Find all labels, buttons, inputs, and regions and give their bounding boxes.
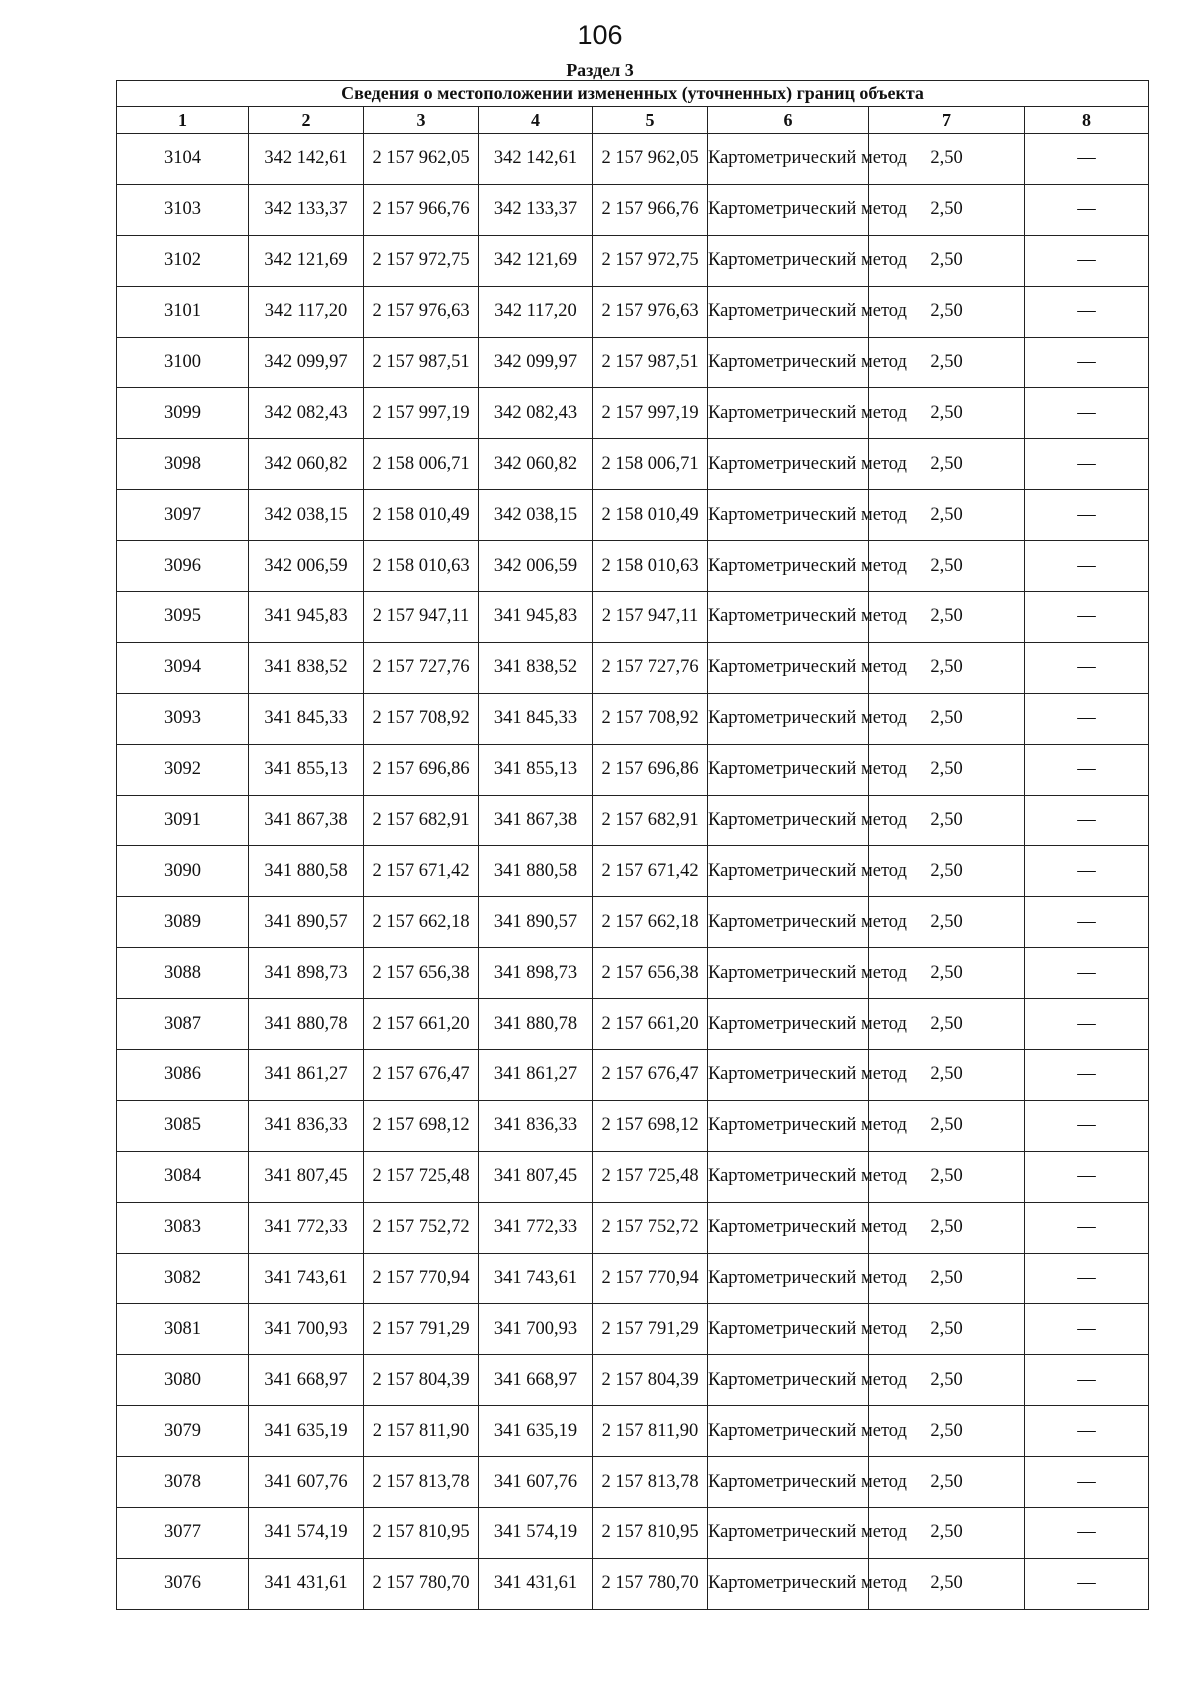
column-header: 8 [1025, 107, 1149, 134]
table-row [117, 948, 1149, 999]
point-number-cell: 3095 [117, 592, 249, 643]
x-existing-cell: 342 099,97 [249, 337, 364, 388]
point-number-cell: 3091 [117, 795, 249, 846]
y-existing-cell: 2 157 770,94 [364, 1253, 479, 1304]
x-refined-cell: 341 607,76 [479, 1457, 593, 1508]
table-body [117, 134, 1149, 1610]
x-refined-cell: 341 861,27 [479, 1050, 593, 1101]
x-refined-cell: 341 807,45 [479, 1151, 593, 1202]
method-cell: Картометрический метод [708, 592, 869, 643]
table-row [117, 846, 1149, 897]
x-refined-cell: 341 574,19 [479, 1508, 593, 1559]
point-number-cell: 3087 [117, 999, 249, 1050]
y-refined-cell: 2 157 696,86 [593, 744, 708, 795]
x-refined-cell: 342 142,61 [479, 134, 593, 185]
description-cell: — [1025, 1355, 1149, 1406]
description-cell: — [1025, 490, 1149, 541]
method-cell: Картометрический метод [708, 1406, 869, 1457]
y-refined-cell: 2 157 780,70 [593, 1558, 708, 1609]
y-existing-cell: 2 158 010,49 [364, 490, 479, 541]
point-number-cell: 3099 [117, 388, 249, 439]
description-cell: — [1025, 744, 1149, 795]
y-existing-cell: 2 157 671,42 [364, 846, 479, 897]
table-row [117, 337, 1149, 388]
accuracy-cell: 2,50 [869, 693, 1025, 744]
method-cell: Картометрический метод [708, 184, 869, 235]
x-existing-cell: 341 700,93 [249, 1304, 364, 1355]
y-refined-cell: 2 157 987,51 [593, 337, 708, 388]
table-row [117, 1304, 1149, 1355]
table-row [117, 1406, 1149, 1457]
table-row [117, 1457, 1149, 1508]
table-title: Сведения о местоположении измененных (уточненных) границ объекта [117, 81, 1149, 107]
x-existing-cell: 342 117,20 [249, 286, 364, 337]
point-number-cell: 3093 [117, 693, 249, 744]
y-existing-cell: 2 157 662,18 [364, 897, 479, 948]
y-existing-cell: 2 157 947,11 [364, 592, 479, 643]
point-number-cell: 3083 [117, 1202, 249, 1253]
accuracy-cell: 2,50 [869, 184, 1025, 235]
y-existing-cell: 2 157 972,75 [364, 235, 479, 286]
table-title-row [117, 81, 1149, 107]
accuracy-cell: 2,50 [869, 1253, 1025, 1304]
method-cell: Картометрический метод [708, 1050, 869, 1101]
y-existing-cell: 2 157 811,90 [364, 1406, 479, 1457]
method-cell: Картометрический метод [708, 1558, 869, 1609]
y-refined-cell: 2 157 966,76 [593, 184, 708, 235]
column-header: 4 [479, 107, 593, 134]
accuracy-cell: 2,50 [869, 1355, 1025, 1406]
description-cell: — [1025, 388, 1149, 439]
method-cell: Картометрический метод [708, 795, 869, 846]
method-cell: Картометрический метод [708, 541, 869, 592]
x-existing-cell: 341 880,78 [249, 999, 364, 1050]
description-cell: — [1025, 1406, 1149, 1457]
y-refined-cell: 2 157 708,92 [593, 693, 708, 744]
x-existing-cell: 342 082,43 [249, 388, 364, 439]
x-existing-cell: 341 838,52 [249, 642, 364, 693]
y-refined-cell: 2 157 804,39 [593, 1355, 708, 1406]
y-refined-cell: 2 157 671,42 [593, 846, 708, 897]
y-refined-cell: 2 157 813,78 [593, 1457, 708, 1508]
point-number-cell: 3097 [117, 490, 249, 541]
y-existing-cell: 2 157 976,63 [364, 286, 479, 337]
point-number-cell: 3082 [117, 1253, 249, 1304]
point-number-cell: 3101 [117, 286, 249, 337]
x-refined-cell: 341 431,61 [479, 1558, 593, 1609]
method-cell: Картометрический метод [708, 286, 869, 337]
y-existing-cell: 2 157 997,19 [364, 388, 479, 439]
method-cell: Картометрический метод [708, 439, 869, 490]
accuracy-cell: 2,50 [869, 948, 1025, 999]
y-refined-cell: 2 157 698,12 [593, 1100, 708, 1151]
x-refined-cell: 341 845,33 [479, 693, 593, 744]
table-row [117, 592, 1149, 643]
description-cell: — [1025, 999, 1149, 1050]
point-number-cell: 3080 [117, 1355, 249, 1406]
description-cell: — [1025, 897, 1149, 948]
method-cell: Картометрический метод [708, 490, 869, 541]
table-row [117, 490, 1149, 541]
accuracy-cell: 2,50 [869, 897, 1025, 948]
y-refined-cell: 2 157 656,38 [593, 948, 708, 999]
x-refined-cell: 342 121,69 [479, 235, 593, 286]
x-existing-cell: 342 060,82 [249, 439, 364, 490]
description-cell: — [1025, 134, 1149, 185]
point-number-cell: 3096 [117, 541, 249, 592]
table-row [117, 134, 1149, 185]
description-cell: — [1025, 1253, 1149, 1304]
description-cell: — [1025, 1457, 1149, 1508]
x-refined-cell: 342 133,37 [479, 184, 593, 235]
x-existing-cell: 342 121,69 [249, 235, 364, 286]
accuracy-cell: 2,50 [869, 134, 1025, 185]
x-existing-cell: 341 836,33 [249, 1100, 364, 1151]
y-existing-cell: 2 157 698,12 [364, 1100, 479, 1151]
column-header: 6 [708, 107, 869, 134]
description-cell: — [1025, 337, 1149, 388]
description-cell: — [1025, 541, 1149, 592]
table-row [117, 693, 1149, 744]
x-refined-cell: 342 060,82 [479, 439, 593, 490]
accuracy-cell: 2,50 [869, 592, 1025, 643]
x-refined-cell: 341 880,78 [479, 999, 593, 1050]
table-row [117, 1355, 1149, 1406]
y-existing-cell: 2 157 682,91 [364, 795, 479, 846]
point-number-cell: 3100 [117, 337, 249, 388]
y-existing-cell: 2 157 727,76 [364, 642, 479, 693]
y-refined-cell: 2 157 997,19 [593, 388, 708, 439]
method-cell: Картометрический метод [708, 1151, 869, 1202]
x-refined-cell: 341 743,61 [479, 1253, 593, 1304]
description-cell: — [1025, 1508, 1149, 1559]
y-existing-cell: 2 157 810,95 [364, 1508, 479, 1559]
x-refined-cell: 341 880,58 [479, 846, 593, 897]
method-cell: Картометрический метод [708, 693, 869, 744]
method-cell: Картометрический метод [708, 1457, 869, 1508]
y-existing-cell: 2 157 791,29 [364, 1304, 479, 1355]
point-number-cell: 3094 [117, 642, 249, 693]
description-cell: — [1025, 1304, 1149, 1355]
method-cell: Картометрический метод [708, 1100, 869, 1151]
x-existing-cell: 341 807,45 [249, 1151, 364, 1202]
description-cell: — [1025, 235, 1149, 286]
method-cell: Картометрический метод [708, 1202, 869, 1253]
accuracy-cell: 2,50 [869, 999, 1025, 1050]
table-row [117, 1100, 1149, 1151]
method-cell: Картометрический метод [708, 948, 869, 999]
point-number-cell: 3088 [117, 948, 249, 999]
method-cell: Картометрический метод [708, 897, 869, 948]
accuracy-cell: 2,50 [869, 490, 1025, 541]
table-row [117, 795, 1149, 846]
description-cell: — [1025, 846, 1149, 897]
y-existing-cell: 2 157 813,78 [364, 1457, 479, 1508]
x-existing-cell: 341 743,61 [249, 1253, 364, 1304]
y-existing-cell: 2 157 708,92 [364, 693, 479, 744]
x-existing-cell: 341 845,33 [249, 693, 364, 744]
description-cell: — [1025, 1100, 1149, 1151]
y-existing-cell: 2 157 804,39 [364, 1355, 479, 1406]
x-existing-cell: 341 772,33 [249, 1202, 364, 1253]
y-existing-cell: 2 157 656,38 [364, 948, 479, 999]
table-row [117, 897, 1149, 948]
y-existing-cell: 2 158 006,71 [364, 439, 479, 490]
x-existing-cell: 342 006,59 [249, 541, 364, 592]
description-cell: — [1025, 286, 1149, 337]
column-header: 5 [593, 107, 708, 134]
table-header-row [117, 107, 1149, 134]
y-refined-cell: 2 157 752,72 [593, 1202, 708, 1253]
x-refined-cell: 341 838,52 [479, 642, 593, 693]
point-number-cell: 3086 [117, 1050, 249, 1101]
description-cell: — [1025, 1151, 1149, 1202]
coordinates-table [116, 80, 1149, 1610]
y-existing-cell: 2 158 010,63 [364, 541, 479, 592]
column-header: 2 [249, 107, 364, 134]
column-header: 7 [869, 107, 1025, 134]
table-row [117, 1253, 1149, 1304]
y-existing-cell: 2 157 962,05 [364, 134, 479, 185]
y-refined-cell: 2 157 976,63 [593, 286, 708, 337]
y-existing-cell: 2 157 987,51 [364, 337, 479, 388]
y-refined-cell: 2 157 962,05 [593, 134, 708, 185]
y-refined-cell: 2 157 662,18 [593, 897, 708, 948]
point-number-cell: 3090 [117, 846, 249, 897]
y-refined-cell: 2 157 791,29 [593, 1304, 708, 1355]
description-cell: — [1025, 795, 1149, 846]
method-cell: Картометрический метод [708, 134, 869, 185]
method-cell: Картометрический метод [708, 999, 869, 1050]
accuracy-cell: 2,50 [869, 846, 1025, 897]
x-refined-cell: 341 772,33 [479, 1202, 593, 1253]
description-cell: — [1025, 184, 1149, 235]
x-refined-cell: 342 099,97 [479, 337, 593, 388]
x-refined-cell: 341 855,13 [479, 744, 593, 795]
table-row [117, 388, 1149, 439]
x-existing-cell: 341 898,73 [249, 948, 364, 999]
point-number-cell: 3085 [117, 1100, 249, 1151]
table-row [117, 642, 1149, 693]
y-refined-cell: 2 157 661,20 [593, 999, 708, 1050]
y-refined-cell: 2 157 811,90 [593, 1406, 708, 1457]
point-number-cell: 3077 [117, 1508, 249, 1559]
point-number-cell: 3078 [117, 1457, 249, 1508]
accuracy-cell: 2,50 [869, 795, 1025, 846]
accuracy-cell: 2,50 [869, 1202, 1025, 1253]
y-refined-cell: 2 157 727,76 [593, 642, 708, 693]
method-cell: Картометрический метод [708, 1304, 869, 1355]
x-existing-cell: 341 890,57 [249, 897, 364, 948]
point-number-cell: 3103 [117, 184, 249, 235]
method-cell: Картометрический метод [708, 337, 869, 388]
description-cell: — [1025, 948, 1149, 999]
accuracy-cell: 2,50 [869, 1406, 1025, 1457]
y-refined-cell: 2 157 676,47 [593, 1050, 708, 1101]
description-cell: — [1025, 1558, 1149, 1609]
y-refined-cell: 2 158 010,49 [593, 490, 708, 541]
table-row [117, 1050, 1149, 1101]
x-existing-cell: 341 861,27 [249, 1050, 364, 1101]
point-number-cell: 3084 [117, 1151, 249, 1202]
accuracy-cell: 2,50 [869, 1558, 1025, 1609]
y-existing-cell: 2 157 752,72 [364, 1202, 479, 1253]
x-existing-cell: 341 855,13 [249, 744, 364, 795]
x-existing-cell: 341 668,97 [249, 1355, 364, 1406]
x-refined-cell: 341 890,57 [479, 897, 593, 948]
x-refined-cell: 341 668,97 [479, 1355, 593, 1406]
table-row [117, 286, 1149, 337]
accuracy-cell: 2,50 [869, 286, 1025, 337]
method-cell: Картометрический метод [708, 1508, 869, 1559]
x-existing-cell: 341 574,19 [249, 1508, 364, 1559]
description-cell: — [1025, 1202, 1149, 1253]
table-row [117, 1508, 1149, 1559]
method-cell: Картометрический метод [708, 388, 869, 439]
point-number-cell: 3076 [117, 1558, 249, 1609]
x-refined-cell: 341 898,73 [479, 948, 593, 999]
description-cell: — [1025, 693, 1149, 744]
table-row [117, 235, 1149, 286]
x-existing-cell: 342 038,15 [249, 490, 364, 541]
y-existing-cell: 2 157 676,47 [364, 1050, 479, 1101]
x-refined-cell: 341 700,93 [479, 1304, 593, 1355]
y-refined-cell: 2 157 770,94 [593, 1253, 708, 1304]
table-row [117, 999, 1149, 1050]
method-cell: Картометрический метод [708, 642, 869, 693]
accuracy-cell: 2,50 [869, 541, 1025, 592]
section-label: Раздел 3 [566, 60, 634, 80]
accuracy-cell: 2,50 [869, 235, 1025, 286]
point-number-cell: 3079 [117, 1406, 249, 1457]
y-existing-cell: 2 157 780,70 [364, 1558, 479, 1609]
y-refined-cell: 2 157 972,75 [593, 235, 708, 286]
table-row [117, 439, 1149, 490]
accuracy-cell: 2,50 [869, 1151, 1025, 1202]
point-number-cell: 3102 [117, 235, 249, 286]
accuracy-cell: 2,50 [869, 642, 1025, 693]
x-existing-cell: 341 635,19 [249, 1406, 364, 1457]
method-cell: Картометрический метод [708, 846, 869, 897]
x-refined-cell: 342 117,20 [479, 286, 593, 337]
table-row [117, 1202, 1149, 1253]
accuracy-cell: 2,50 [869, 744, 1025, 795]
table-row [117, 541, 1149, 592]
point-number-cell: 3098 [117, 439, 249, 490]
description-cell: — [1025, 1050, 1149, 1101]
y-refined-cell: 2 157 725,48 [593, 1151, 708, 1202]
method-cell: Картометрический метод [708, 1253, 869, 1304]
accuracy-cell: 2,50 [869, 1050, 1025, 1101]
y-existing-cell: 2 157 696,86 [364, 744, 479, 795]
accuracy-cell: 2,50 [869, 388, 1025, 439]
method-cell: Картометрический метод [708, 1355, 869, 1406]
x-refined-cell: 341 836,33 [479, 1100, 593, 1151]
table-row [117, 744, 1149, 795]
x-existing-cell: 341 867,38 [249, 795, 364, 846]
accuracy-cell: 2,50 [869, 439, 1025, 490]
point-number-cell: 3104 [117, 134, 249, 185]
accuracy-cell: 2,50 [869, 1457, 1025, 1508]
x-existing-cell: 341 607,76 [249, 1457, 364, 1508]
y-existing-cell: 2 157 725,48 [364, 1151, 479, 1202]
x-refined-cell: 341 867,38 [479, 795, 593, 846]
column-header: 1 [117, 107, 249, 134]
point-number-cell: 3081 [117, 1304, 249, 1355]
point-number-cell: 3089 [117, 897, 249, 948]
description-cell: — [1025, 642, 1149, 693]
x-existing-cell: 342 142,61 [249, 134, 364, 185]
table-row [117, 184, 1149, 235]
accuracy-cell: 2,50 [869, 1508, 1025, 1559]
description-cell: — [1025, 439, 1149, 490]
y-existing-cell: 2 157 661,20 [364, 999, 479, 1050]
x-refined-cell: 342 082,43 [479, 388, 593, 439]
x-refined-cell: 342 006,59 [479, 541, 593, 592]
y-existing-cell: 2 157 966,76 [364, 184, 479, 235]
table-row [117, 1558, 1149, 1609]
accuracy-cell: 2,50 [869, 337, 1025, 388]
x-existing-cell: 341 431,61 [249, 1558, 364, 1609]
x-existing-cell: 341 880,58 [249, 846, 364, 897]
x-refined-cell: 341 945,83 [479, 592, 593, 643]
accuracy-cell: 2,50 [869, 1304, 1025, 1355]
method-cell: Картометрический метод [708, 744, 869, 795]
y-refined-cell: 2 158 006,71 [593, 439, 708, 490]
method-cell: Картометрический метод [708, 235, 869, 286]
y-refined-cell: 2 158 010,63 [593, 541, 708, 592]
y-refined-cell: 2 157 682,91 [593, 795, 708, 846]
column-header: 3 [364, 107, 479, 134]
description-cell: — [1025, 592, 1149, 643]
page-number: 106 [577, 20, 623, 50]
x-refined-cell: 341 635,19 [479, 1406, 593, 1457]
point-number-cell: 3092 [117, 744, 249, 795]
table-row [117, 1151, 1149, 1202]
y-refined-cell: 2 157 810,95 [593, 1508, 708, 1559]
accuracy-cell: 2,50 [869, 1100, 1025, 1151]
x-existing-cell: 341 945,83 [249, 592, 364, 643]
x-refined-cell: 342 038,15 [479, 490, 593, 541]
x-existing-cell: 342 133,37 [249, 184, 364, 235]
y-refined-cell: 2 157 947,11 [593, 592, 708, 643]
